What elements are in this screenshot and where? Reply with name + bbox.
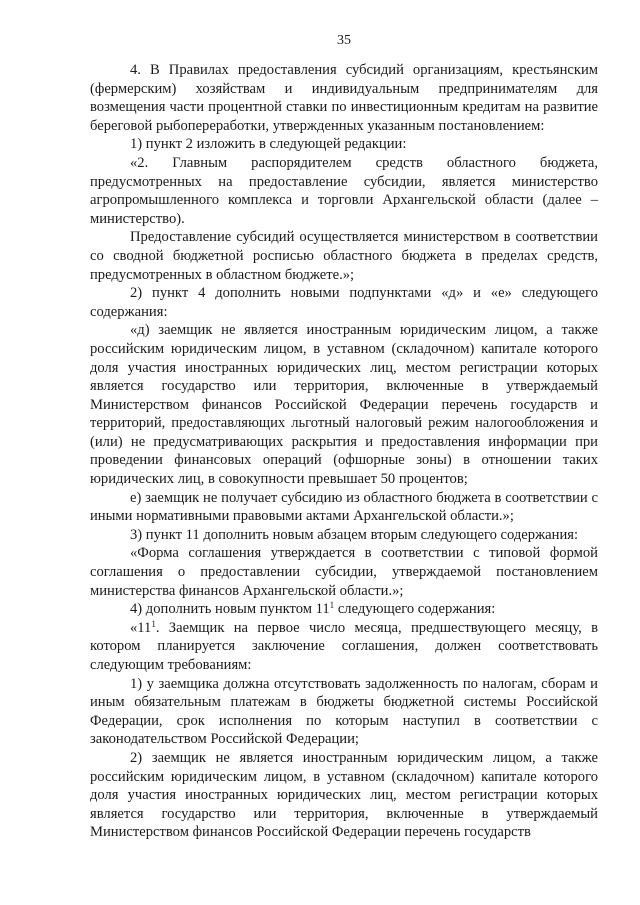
superscript: 1 — [151, 618, 156, 629]
page-number: 35 — [337, 33, 351, 48]
paragraph-clause-11-1-text: «11 — [130, 619, 152, 636]
superscript: 1 — [329, 600, 335, 611]
paragraph-subitem-4-text: 4) дополнить новым пунктом 11 — [130, 601, 330, 618]
paragraph-subitem-3: 3) пункт 11 дополнить новым абзацем вторым следующего содержания: — [130, 526, 579, 543]
paragraph-clause-11-1 — [90, 619, 598, 675]
paragraph-requirement-1: 1) у заемщика должна отсутствовать задолженность по налогам, сборам и иным обязательным платежам в бюджеты бюджетной системы Российской Федерации, срок исполнения по которым наступил в соответствии с законодательством Российской Федерации; — [90, 675, 598, 748]
paragraph-subclause-d: «д) заемщик не является иностранным юридическим лицом, а также российским юридическим лицом, в уставном (складочном) капитале которого доля участия иностранных юридических лиц, местом регистрации которых является государство или территория, включенные в утверждаемый Министерством финансов Российской Федерации перечень государств и территорий, предоставляющих льготный налоговый режим налогообложения и (или) не предусматривающих раскрытия и предоставления информации при проведении финансовых операций (офшорные зоны) в отношении таких юридических лиц, в совокупности превышает 50 процентов; — [90, 322, 598, 488]
paragraph-clause-2: «2. Главным распорядителем средств областного бюджета, предусмотренных на предоставление субсидии, является министерство агропромышленного комплекса и торговли Архангельской области (далее – министерство). — [90, 154, 598, 227]
paragraph-subitem-1: 1) пункт 2 изложить в следующей редакции: — [130, 136, 407, 153]
paragraph-item-4: 4. В Правилах предоставления субсидий организациям, крестьянским (фермерским) хозяйствам и индивидуальным предпринимателям для возмещения части процентной ставки по инвестиционным кредитам на развитие береговой рыбопереработки, утвержденных указанным постановлением: — [90, 62, 598, 134]
paragraph-requirement-2: 2) заемщик не является иностранным юридическим лицом, а также российским юридическим лицом, в уставном (складочном) капитале которого доля участия иностранных юридических лиц, местом регистрации которых является государство или территория, включенные в утверждаемый Министерством финансов Российской Федерации перечень государств — [90, 749, 598, 841]
paragraph-subitem-4 — [90, 600, 598, 619]
paragraph-subsidy-provision: Предоставление субсидий осуществляется министерством в соответствии со сводной бюджетной росписью областного бюджета в пределах средств, предусмотренных в областном бюджете.»; — [90, 229, 598, 283]
paragraph-subitem-2: 2) пункт 4 дополнить новыми подпунктами «д» и «е» следующего содержания: — [90, 285, 598, 320]
paragraph-agreement-form: «Форма соглашения утверждается в соответствии с типовой формой соглашения о предоставлении субсидии, утверждаемой постановлением министерства финансов Архангельской области.»; — [90, 545, 598, 599]
paragraph-clause-11-1-rest: . Заемщик на первое число месяца, предшествующего месяцу, в котором планируется заключение соглашения, должен соответствовать следующим требованиям: — [90, 619, 598, 673]
paragraph-subitem-4-rest: следующего содержания: — [334, 601, 496, 618]
paragraph-subclause-e: е) заемщик не получает субсидию из областного бюджета в соответствии с иными нормативными правовыми актами Архангельской области.»; — [90, 489, 598, 525]
